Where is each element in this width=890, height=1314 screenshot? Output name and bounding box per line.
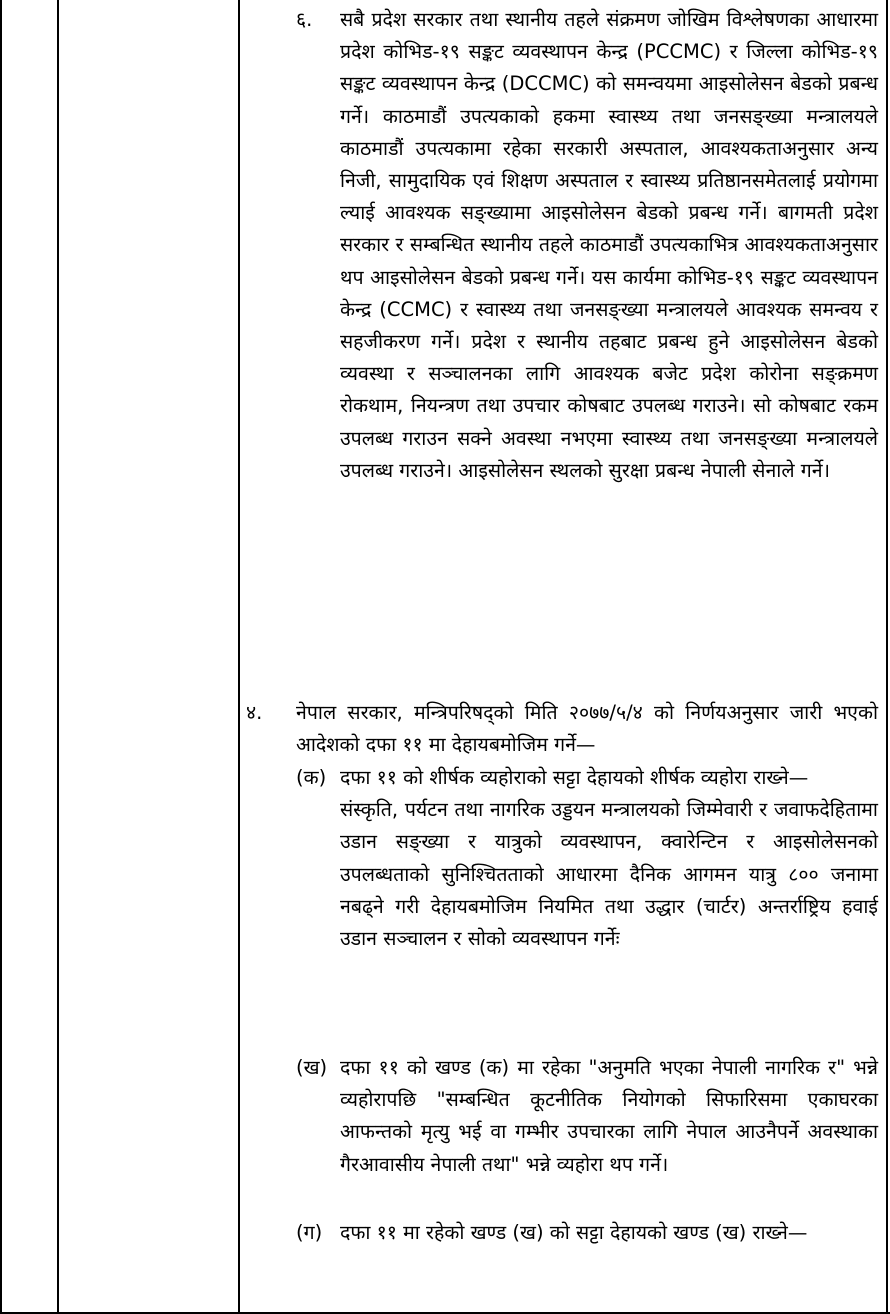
subitem-marker: (ख): [296, 1056, 328, 1079]
item-4-text: नेपाल सरकार, मन्त्रिपरिषद्को मिति २०७७/५/४ को निर्णयअनुसार जारी भएको आदेशको दफा ११ मा देहायबमोजिम गर्ने—: [296, 701, 878, 757]
table-border-col1: [57, 0, 59, 1314]
subitem-ka-text: दफा ११ को शीर्षक व्यहोराको सट्टा देहायको शीर्षक व्यहोरा राख्ने— संस्कृति, पर्यटन तथा नागरिक उड्डयन मन्त्रालयको जिम्मेवारी र जवाफदेहितामा उडान सङ्ख्या र यात्रुको व्यवस्थापन, क्वारेन्टिन र आइसोलेसनको उपलब्धताको सुनिश्चितताको आधारमा दैनिक आगमन यात्रु ८०० जनामा नबढ्ने गरी देहायबमोजिम नियमित तथा उद्धार (चार्टर) अन्तर्राष्ट्रिय हवाई उडान सञ्चालन र सोको व्यवस्थापन गर्नेः: [340, 766, 878, 951]
subitem-marker: (क): [296, 766, 327, 789]
subitem-kha-text: दफा ११ को खण्ड (क) मा रहेका "अनुमति भएका नेपाली नागरिक र" भन्ने व्यहोरापछि "सम्बन्धित कूटनीतिक नियोगको सिफारिसमा एकाघरका आफन्तको मृत्यु भई वा गम्भीर उपचारका लागि नेपाल आउनैपर्ने अवस्थाका गैरआवासीय नेपाली तथा" भन्ने व्यहोरा थप गर्ने।: [340, 1056, 878, 1176]
item-marker: ४.: [246, 701, 263, 724]
table-border-left: [0, 0, 2, 1314]
subitem-marker: (ग): [296, 1221, 323, 1244]
document-content: [240, 0, 880, 1314]
item-marker: ६.: [296, 8, 313, 31]
table-border-right: [886, 0, 888, 1314]
item-6-text: सबै प्रदेश सरकार तथा स्थानीय तहले संक्रमण जोखिम विश्लेषणका आधारमा प्रदेश कोभिड-१९ सङ्कट व्यवस्थापन केन्द्र (PCCMC) र जिल्ला कोभिड-१९ सङ्कट व्यवस्थापन केन्द्र (DCCMC) को समन्वयमा आइसोलेसन बेडको प्रबन्ध गर्ने। काठमाडौं उपत्यकाको हकमा स्वास्थ्य तथा जनसङ्ख्या मन्त्रालयले काठमाडौं उपत्यकामा रहेका सरकारी अस्पताल, आवश्यकताअनुसार अन्य निजी, सामुदायिक एवं शिक्षण अस्पताल र स्वास्थ्य प्रतिष्ठानसमेतलाई प्रयोगमा ल्याई आवश्यक सङ्ख्यामा आइसोलेसन बेडको प्रबन्ध गर्ने। बागमती प्रदेश सरकार र सम्बन्धित स्थानीय तहले काठमाडौं उपत्यकाभित्र आवश्यकताअनुसार थप आइसोलेसन बेडको प्रबन्ध गर्ने। यस कार्यमा कोभिड-१९ सङ्कट व्यवस्थापन केन्द्र (CCMC) र स्वास्थ्य तथा जनसङ्ख्या मन्त्रालयले आवश्यक समन्वय र सहजीकरण गर्ने। प्रदेश र स्थानीय तहबाट प्रबन्ध हुने आइसोलेसन बेडको व्यवस्था र सञ्चालनका लागि आवश्यक बजेट प्रदेश कोरोना सङ्क्रमण रोकथाम, नियन्त्रण तथा उपचार कोषबाट उपलब्ध गराउने। सो कोषबाट रकम उपलब्ध गराउन सक्ने अवस्था नभएमा स्वास्थ्य तथा जनसङ्ख्या मन्त्रालयले उपलब्ध गराउने। आइसोलेसन स्थलको सुरक्षा प्रबन्ध नेपाली सेनाले गर्ने।: [340, 8, 878, 482]
subitem-ga-text: दफा ११ मा रहेको खण्ड (ख) को सट्टा देहायको खण्ड (ख) राख्ने—: [340, 1221, 808, 1244]
